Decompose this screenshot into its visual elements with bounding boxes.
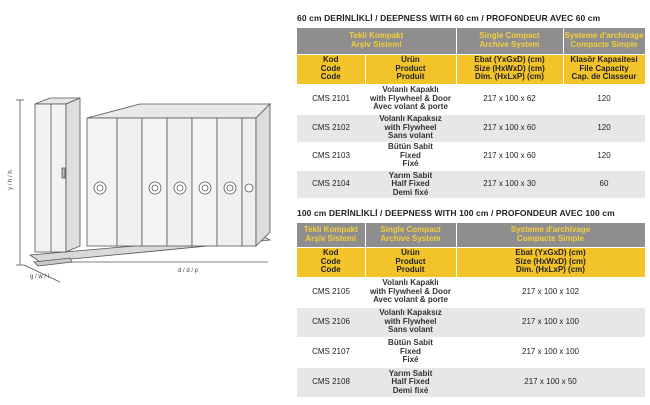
file-capacity: 120: [563, 114, 645, 142]
table-row: [297, 114, 645, 142]
width-dimension-label: g / w / l: [30, 274, 50, 280]
product-code: CMS 2106: [297, 307, 365, 337]
header-cell-tr: Tekli Kompakt Arşiv Sistemi: [297, 223, 365, 247]
product-description: Yarım Sabit Half Fixed Demi fixé: [365, 170, 456, 198]
product-code: CMS 2103: [297, 142, 365, 170]
table-row: [297, 84, 645, 114]
col-header-size: Ebat (YxGxD) (cm) Size (HxWxD) (cm) Dim. (HxLxP) (cm): [456, 247, 645, 277]
product-code: CMS 2105: [297, 277, 365, 307]
header-cell-en: Single Compact Archive System: [365, 223, 456, 247]
product-description: Bütün Sabit Fixed Fixé: [365, 142, 456, 170]
product-description: Volanlı Kapaksız with Flywheel Sans volant: [365, 307, 456, 337]
table-row: [297, 170, 645, 198]
file-capacity: 60: [563, 170, 645, 198]
table-column-header: [297, 54, 645, 84]
shelving-illustration: [0, 0, 292, 400]
header-cell-en: Single Compact Archive System: [456, 28, 563, 54]
table-group-header: [297, 223, 645, 247]
product-size: 217 x 100 x 102: [456, 277, 645, 307]
product-code: CMS 2107: [297, 337, 365, 367]
header-cell-fr: Systeme d'archivage Compacte Simple: [456, 223, 645, 247]
table-group-header: [297, 28, 645, 54]
height-dimension-label: y / h / h: [8, 170, 14, 190]
section-100cm-title: 100 cm DERİNLİKLİ / DEEPNESS WITH 100 cm / PROFONDEUR AVEC 100 cm: [297, 208, 615, 218]
section-60cm-title: 60 cm DERİNLİKLİ / DEEPNESS WITH 60 cm / PROFONDEUR AVEC 60 cm: [297, 13, 601, 23]
depth-dimension-label: d / d / p: [178, 268, 199, 274]
table-column-header: [297, 247, 645, 277]
section-100cm-table: [297, 223, 646, 397]
product-description: Volanlı Kapaklı with Flywheel & Door Avec volant & porte: [365, 84, 456, 114]
col-header-product: Ürün Product Produit: [365, 247, 456, 277]
header-cell-fr: Systeme d'archivage Compacte Simple: [563, 28, 645, 54]
product-code: CMS 2101: [297, 84, 365, 114]
col-header-code: Kod Code Code: [297, 54, 365, 84]
product-code: CMS 2102: [297, 114, 365, 142]
file-capacity: 120: [563, 84, 645, 114]
col-header-product: Ürün Product Produit: [365, 54, 456, 84]
table-row: [297, 277, 645, 307]
product-code: CMS 2104: [297, 170, 365, 198]
table-row: [297, 367, 645, 397]
col-header-code: Kod Code Code: [297, 247, 365, 277]
table-row: [297, 337, 645, 367]
product-description: Bütün Sabit Fixed Fixé: [365, 337, 456, 367]
product-size: 217 x 100 x 60: [456, 142, 563, 170]
compact-archive-drawing: [0, 0, 292, 400]
product-description: Volanlı Kapaklı with Flywheel & Door Avec volant & porte: [365, 277, 456, 307]
product-description: Volanlı Kapaksız with Flywheel Sans volant: [365, 114, 456, 142]
product-size: 217 x 100 x 30: [456, 170, 563, 198]
table-row: [297, 142, 645, 170]
product-size: 217 x 100 x 62: [456, 84, 563, 114]
product-description: Yarım Sabit Half Fixed Demi fixé: [365, 367, 456, 397]
col-header-capacity: Klasör Kapasitesi File Capacity Cap. de Classeur: [563, 54, 645, 84]
product-size: 217 x 100 x 100: [456, 337, 645, 367]
product-code: CMS 2108: [297, 367, 365, 397]
table-row: [297, 307, 645, 337]
file-capacity: 120: [563, 142, 645, 170]
product-size: 217 x 100 x 60: [456, 114, 563, 142]
product-size: 217 x 100 x 100: [456, 307, 645, 337]
product-size: 217 x 100 x 50: [456, 367, 645, 397]
section-60cm-table: [297, 28, 646, 198]
col-header-size: Ebat (YxGxD) (cm) Size (HxWxD) (cm) Dim. (HxLxP) (cm): [456, 54, 563, 84]
header-cell-tr: Tekli Kompakt Arşiv Sistemi: [297, 28, 456, 54]
